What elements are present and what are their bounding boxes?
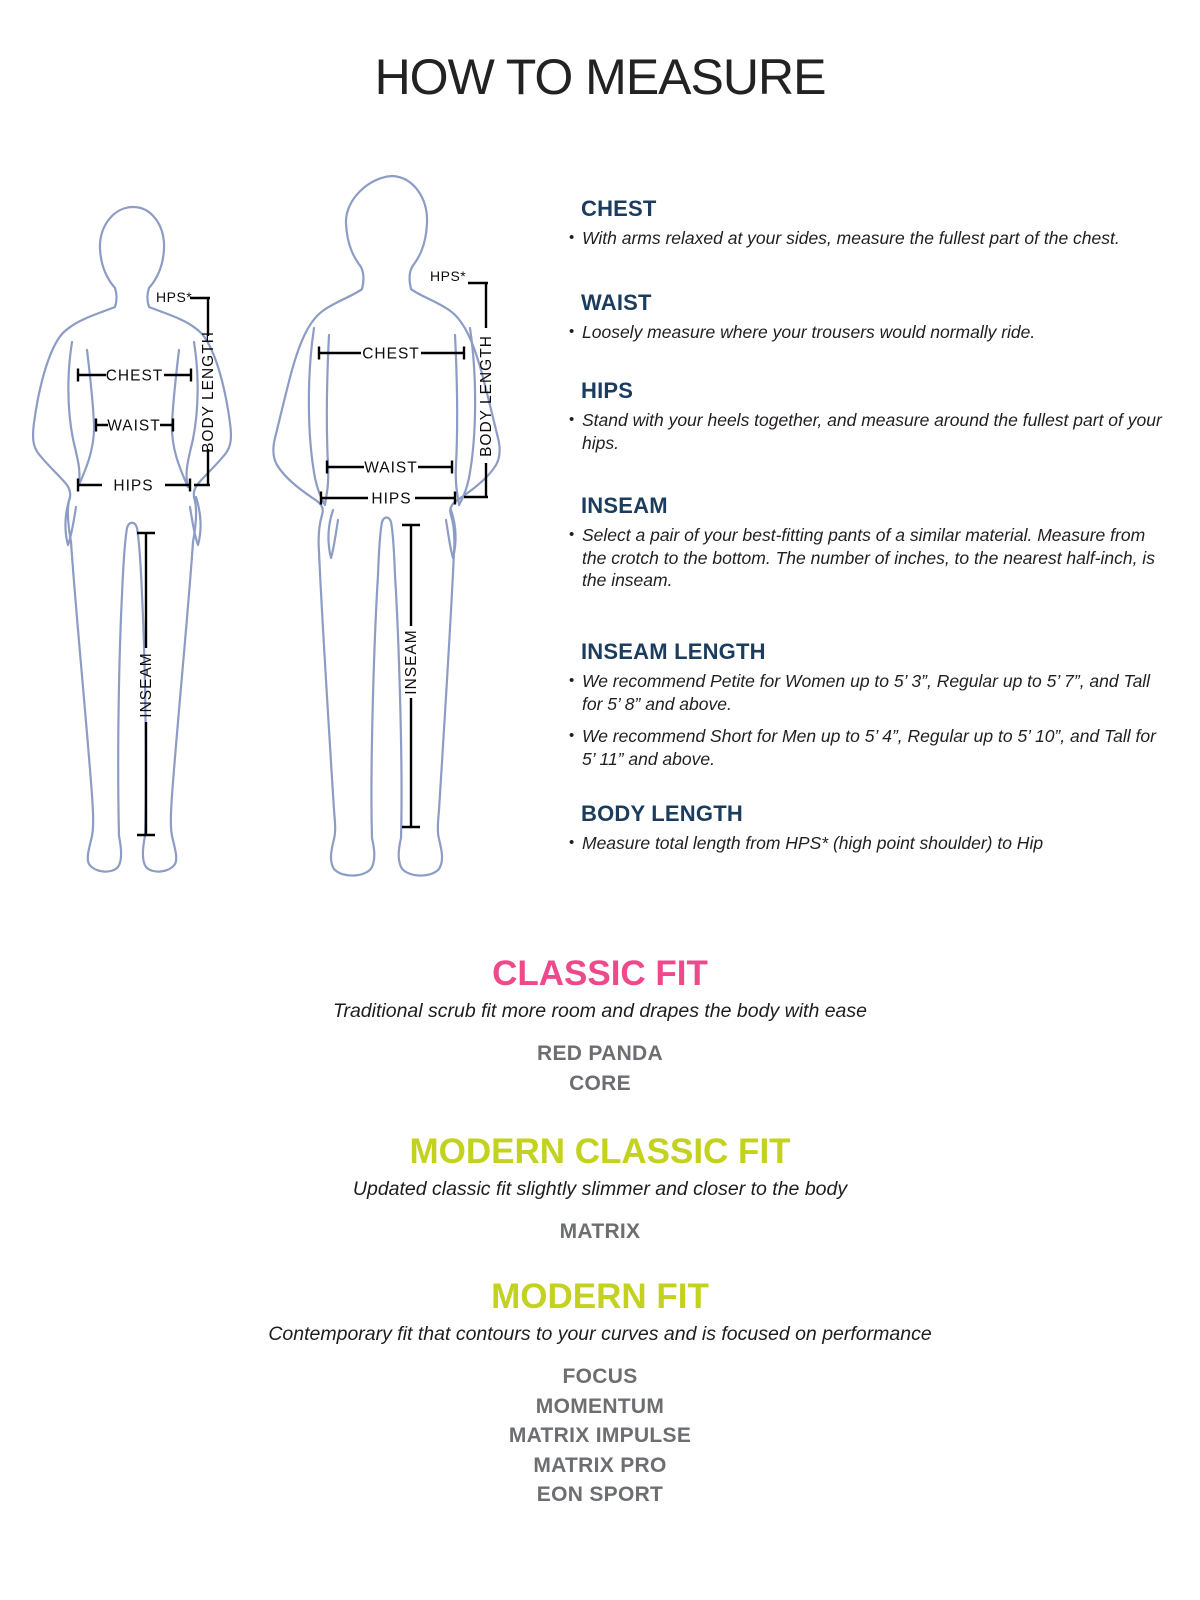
body-length-label: BODY LENGTH xyxy=(200,331,217,453)
chest-measure-line xyxy=(78,368,191,385)
fit-brand-list xyxy=(0,1362,1200,1510)
section-bullet: • We recommend Short for Men up to 5’ 4”, Regular up to 5’ 10”, and Tall for 5’ 11” and above. xyxy=(569,725,1165,770)
female-silhouette xyxy=(33,207,231,872)
brand-item: MATRIX xyxy=(559,1220,641,1243)
fit-brand-list xyxy=(0,1217,1200,1247)
hps-measure xyxy=(156,289,210,305)
section-inseam xyxy=(569,493,1165,592)
fit-section-classic xyxy=(0,954,1200,1098)
section-bullet: • Loosely measure where your trousers would normally ride. xyxy=(569,321,1165,344)
brand-item: MATRIX IMPULSE xyxy=(508,1424,692,1447)
brand-item: MOMENTUM xyxy=(535,1394,665,1418)
male-figure-diagram xyxy=(265,170,520,885)
section-heading: CHEST xyxy=(581,196,657,221)
section-heading: INSEAM LENGTH xyxy=(581,639,766,664)
waist-measure-line xyxy=(96,418,173,435)
section-heading: INSEAM xyxy=(581,493,668,518)
brand-item: FOCUS xyxy=(562,1365,638,1388)
chest-label: CHEST xyxy=(105,367,164,385)
section-body-length xyxy=(569,801,1165,855)
hips-label: HIPS xyxy=(371,490,412,508)
section-bullet: • Select a pair of your best-fitting pants of a similar material. Measure from the crotch to the bottom. The number of inches, to the nearest half-inch, is the inseam. xyxy=(569,524,1165,592)
waist-label: WAIST xyxy=(107,417,161,435)
inseam-label: INSEAM xyxy=(138,652,155,718)
section-heading: WAIST xyxy=(581,290,652,315)
fit-description: Traditional scrub fit more room and drapes the body with ease xyxy=(333,1000,867,1022)
section-bullet: • Stand with your heels together, and measure around the fullest part of your hips. xyxy=(569,409,1165,454)
female-figure-diagram xyxy=(18,195,248,885)
section-heading: BODY LENGTH xyxy=(581,801,743,826)
section-inseam-length xyxy=(569,639,1165,770)
fit-name: MODERN CLASSIC FIT xyxy=(409,1132,791,1171)
body-length-measure-line xyxy=(464,283,495,497)
section-hips xyxy=(569,378,1165,454)
hps-label: HPS* xyxy=(430,268,467,284)
section-waist xyxy=(569,290,1165,344)
hips-label: HIPS xyxy=(113,477,154,495)
page-title: HOW TO MEASURE xyxy=(374,49,826,105)
section-bullet: • Measure total length from HPS* (high point shoulder) to Hip xyxy=(569,832,1165,855)
hips-measure-line xyxy=(321,491,455,508)
waist-label: WAIST xyxy=(364,459,418,477)
section-bullet: • With arms relaxed at your sides, measure the fullest part of the chest. xyxy=(569,227,1165,250)
fit-description: Updated classic fit slightly slimmer and closer to the body xyxy=(352,1178,848,1200)
section-chest xyxy=(569,196,1165,250)
fit-section-modern-classic xyxy=(0,1132,1200,1247)
hips-measure-line xyxy=(78,478,190,495)
inseam-measure-line xyxy=(402,525,420,827)
chest-label: CHEST xyxy=(362,345,420,363)
section-bullet: • We recommend Petite for Women up to 5’ 3”, Regular up to 5’ 7”, and Tall for 5’ 8” and above. xyxy=(569,670,1165,715)
hps-measure xyxy=(430,268,488,284)
inseam-measure-line xyxy=(137,533,155,835)
hps-label: HPS* xyxy=(156,289,193,305)
fit-section-modern xyxy=(0,1277,1200,1510)
section-heading: HIPS xyxy=(581,378,634,403)
fit-brand-list xyxy=(0,1039,1200,1098)
chest-measure-line xyxy=(319,346,464,363)
brand-item: RED PANDA xyxy=(537,1042,663,1065)
body-length-label: BODY LENGTH xyxy=(478,335,495,457)
waist-measure-line xyxy=(327,460,452,477)
inseam-label: INSEAM xyxy=(403,629,420,695)
fit-description: Contemporary fit that contours to your curves and is focused on performance xyxy=(268,1323,932,1345)
brand-item: CORE xyxy=(569,1071,631,1095)
fit-name: MODERN FIT xyxy=(491,1277,709,1316)
fit-name: CLASSIC FIT xyxy=(492,954,708,993)
brand-item: MATRIX PRO xyxy=(533,1453,667,1477)
brand-item: EON SPORT xyxy=(536,1483,664,1506)
